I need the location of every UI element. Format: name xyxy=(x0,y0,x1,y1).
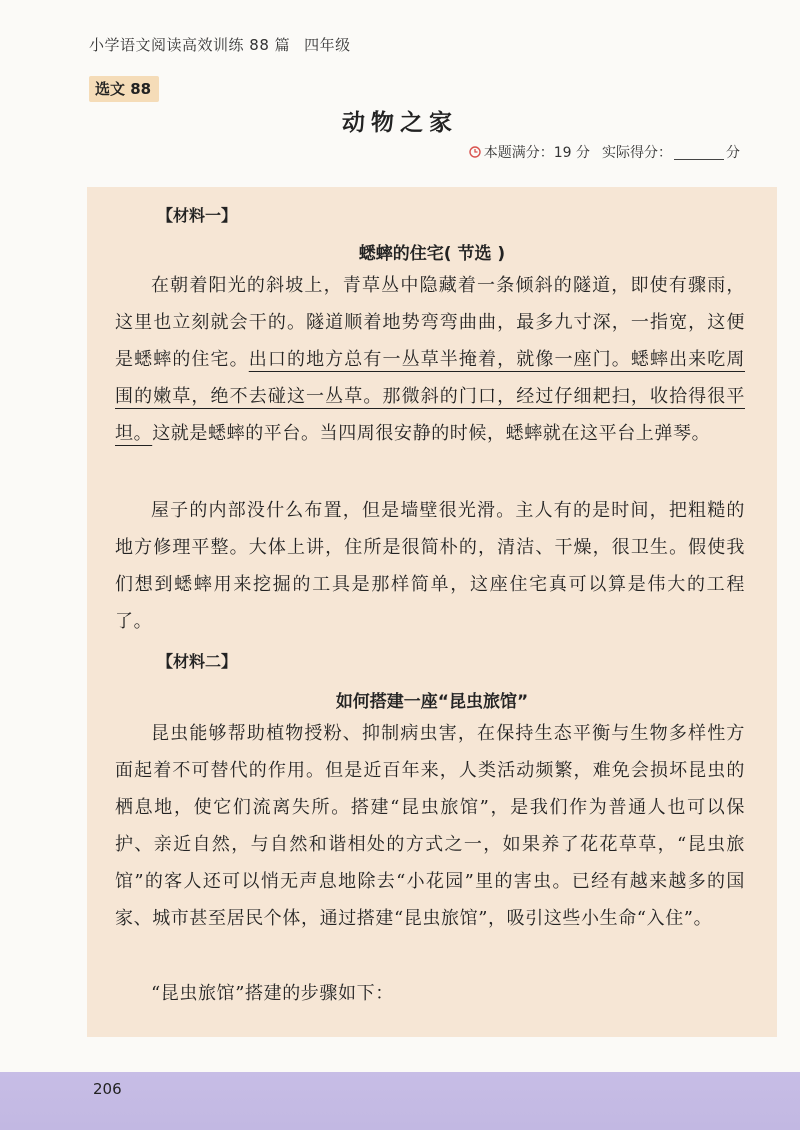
material2-paragraph2: “昆虫旅馆”搭建的步骤如下： xyxy=(151,983,394,1004)
material2-paragraph1: 昆虫能够帮助植物授粉、抑制病虫害，在保持生态平衡与生物多样性方面起着不可替代的作用。但是近百年来，人类活动频繁，难免会损坏昆虫的栖息地，使它们流离失所。搭建“昆虫旅馆”，是我们作为普通人也可以保护、亲近自然，与自然和谐相处的方式之一，如果养了花花草草，“昆虫旅馆”的客人还可以悄无声息地除去“小花园”里的害虫。已经有越来越多的国家、城市甚至居民个体，通过搭建“昆虫旅馆”，吸引这些小生命“入住”。 xyxy=(115,723,745,929)
material1-p1-text-b: 这就是蟋蟀的平台。当四周很安静的时候，蟋蟀就在这平台上弹琴。 xyxy=(152,423,711,444)
actual-score-blank[interactable] xyxy=(674,145,724,160)
score-unit: 分 xyxy=(726,145,740,161)
material1-label: 【材料一】 xyxy=(157,206,238,225)
article-body xyxy=(87,187,777,1037)
material1-paragraph2: 屋子的内部没什么布置，但是墙壁很光滑。主人有的是时间，把粗糙的地方修理平整。大体上讲，住所是很简朴的，清洁、干燥，很卫生。假使我们想到蟋蟀用来挖掘的工具是那样简单，这座住宅真可以算是伟大的工程了。 xyxy=(115,500,745,632)
running-header xyxy=(89,34,351,55)
material1-p1-underlined: 出口的地方总有一丛草半掩着，就像一座门。蟋蟀出来吃周围的嫩草，绝不去碰这一丛草。那微斜的门口，经过仔细耙扫，收拾得很平坦。 xyxy=(115,349,745,444)
material2-subtitle: 如何搭建一座“昆虫旅馆” xyxy=(335,692,529,712)
material1-subtitle: 蟋蟀的住宅( 节选 ) xyxy=(358,244,506,264)
selection-tag: 选文 88 xyxy=(89,76,159,102)
article-title: 动物之家 xyxy=(342,110,458,136)
score-line xyxy=(469,142,740,162)
clock-icon xyxy=(469,146,481,158)
grade-label: 四年级 xyxy=(304,36,351,54)
material2-label: 【材料二】 xyxy=(157,652,238,671)
total-score-label: 本题满分：19 分 xyxy=(483,145,590,161)
book-title: 小学语文阅读高效训练 88 篇 xyxy=(89,36,291,54)
material1-paragraph1 xyxy=(115,267,745,452)
material1-p1-text-a: 在朝着阳光的斜坡上，青草丛中隐藏着一条倾斜的隧道，即使有骤雨，这里也立刻就会干的。隧道顺着地势弯弯曲曲，最多九寸深，一指宽，这便是蟋蟀的住宅。 xyxy=(115,275,745,370)
page-number: 206 xyxy=(93,1080,122,1098)
actual-score-label: 实际得分： xyxy=(602,145,672,161)
